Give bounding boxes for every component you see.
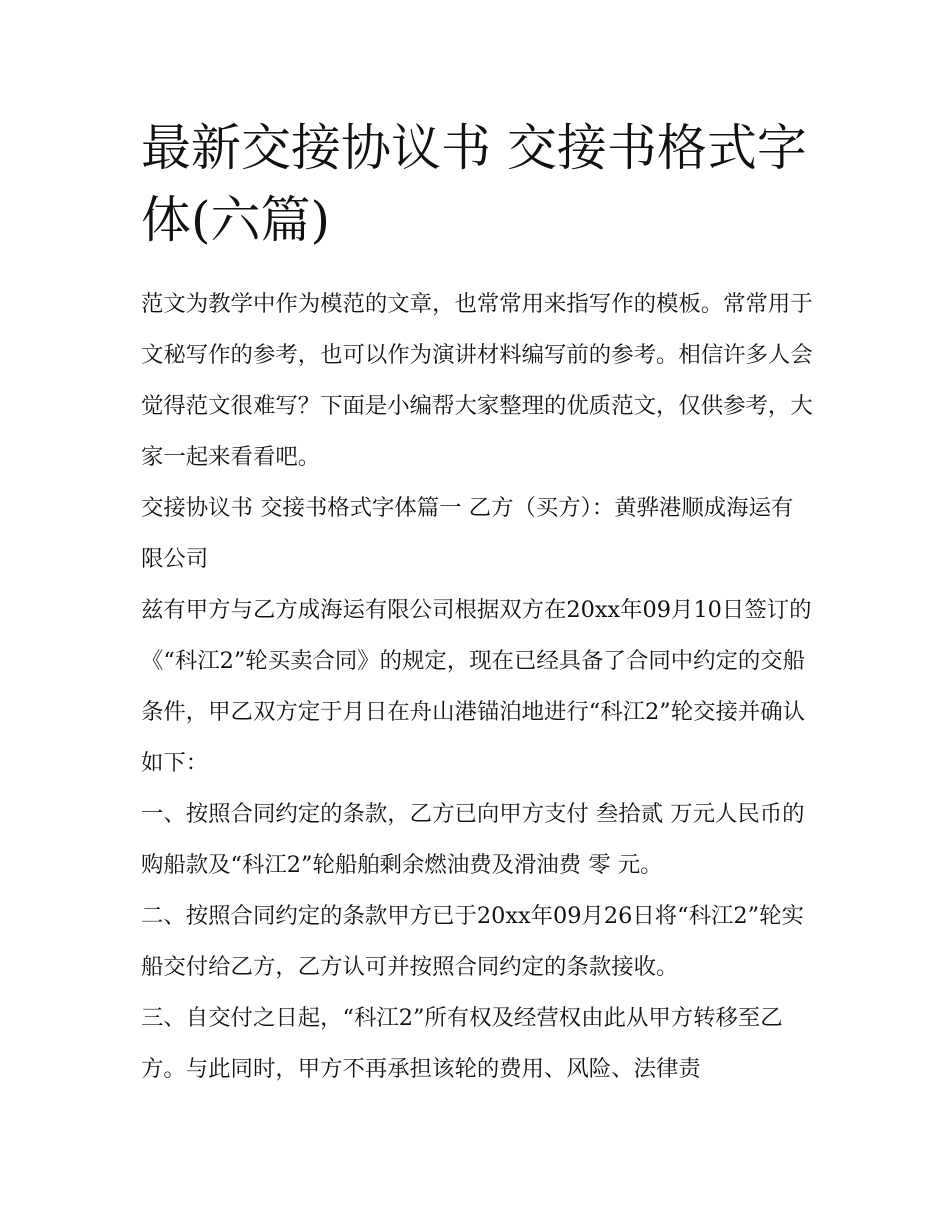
intro-paragraph: 范文为教学中作为模范的文章，也常常用来指写作的模板。常常用于文秘写作的参考，也可以作为演讲材料编写前的参考。相信许多人会觉得范文很难写？下面是小编帮大家整理的优质范文，仅供参考，大家一起来看看吧。: [141, 291, 813, 470]
preamble-paragraph: 兹有甲方与乙方成海运有限公司根据双方在20xx年09月10日签订的《“科江2”轮买卖合同》的规定，现在已经具备了合同中约定的交船条件，甲乙双方定于月日在舟山港锚泊地进行“科江2”轮交接并确认如下：: [141, 597, 812, 776]
document-body: [141, 279, 813, 1095]
clause-one-paragraph: 一、按照合同约定的条款，乙方已向甲方支付 叁拾贰 万元人民币的购船款及“科江2”轮船舶剩余燃油费及滑油费 零 元。: [141, 801, 805, 878]
document-title: 最新交接协议书 交接书格式字体(六篇): [141, 119, 807, 249]
clause-three-paragraph: 三、自交付之日起，“科江2”所有权及经营权由此从甲方转移至乙方。与此同时，甲方不再承担该轮的费用、风险、法律责: [141, 1005, 783, 1082]
clause-two-paragraph: 二、按照合同约定的条款甲方已于20xx年09月26日将“科江2”轮实船交付给乙方，乙方认可并按照合同约定的条款接收。: [141, 903, 804, 980]
section-heading-paragraph: 交接协议书 交接书格式字体篇一 乙方（买方）：黄骅港顺成海运有限公司: [141, 495, 794, 572]
document-content: [141, 112, 813, 1095]
